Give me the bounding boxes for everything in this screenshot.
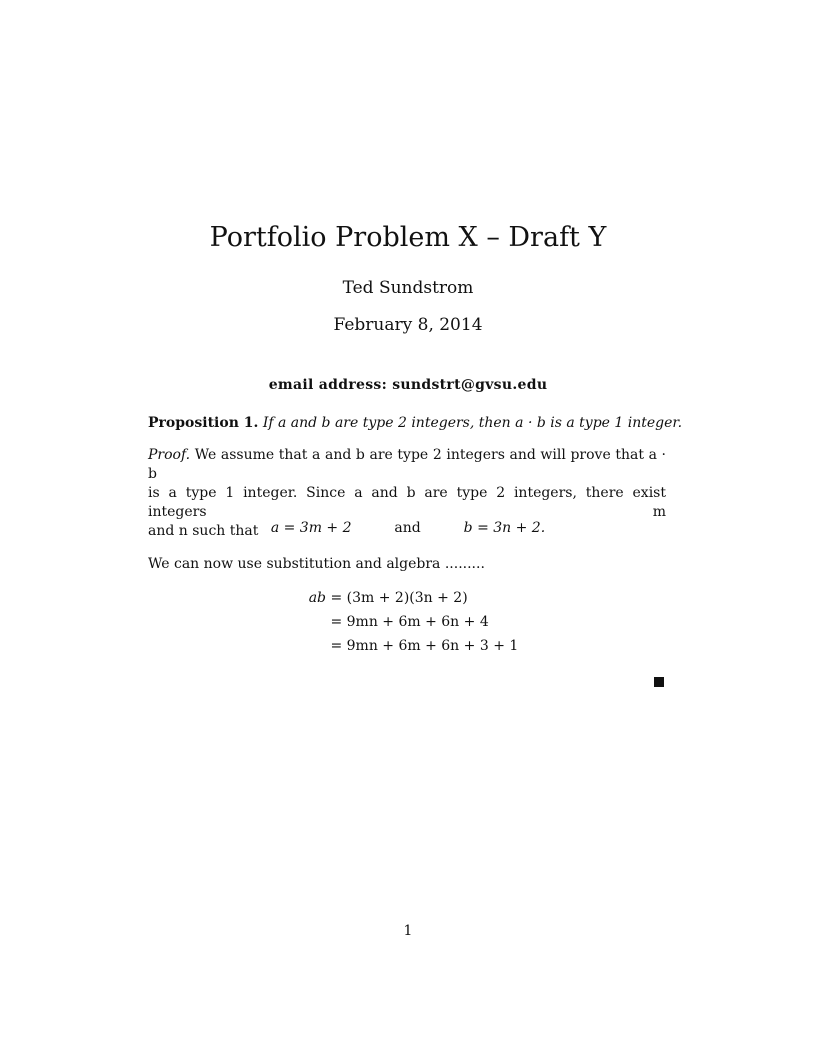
email-address: email address: sundstrt@gvsu.edu: [268, 377, 548, 393]
qed-square-icon: [654, 677, 664, 687]
aligned-lhs: ab: [308, 590, 326, 606]
proof-line-1: [148, 446, 666, 484]
proof-line-3: and n such that: [148, 523, 259, 539]
equation-right: b = 3n + 2.: [463, 520, 546, 536]
equation-left: a = 3m + 2: [270, 520, 352, 536]
page-number: 1: [403, 923, 413, 939]
aligned-rhs: = 9mn + 6m + 6n + 4: [330, 614, 489, 630]
proof-line-2: is a type 1 integer. Since a and b are type 2 integers, there exist integers m: [148, 485, 666, 520]
aligned-rhs: = 9mn + 6m + 6n + 3 + 1: [330, 638, 519, 654]
paper-title: Portfolio Problem X – Draft Y: [209, 222, 607, 253]
substitution-text: We can now use substitution and algebra .........: [148, 556, 485, 572]
proposition-statement: If a and b are type 2 integers, then a · b is a type 1 integer.: [262, 415, 683, 431]
proposition-label: Proposition 1.: [148, 415, 259, 431]
aligned-equation-row: [280, 614, 489, 630]
proof-text-1: We assume that a and b are type 2 integers and will prove that a · b: [148, 447, 666, 482]
display-equation: [0, 520, 816, 536]
author-name: Ted Sundstrom: [342, 278, 474, 298]
proposition: [148, 414, 683, 433]
aligned-rhs: = (3m + 2)(3n + 2): [330, 590, 468, 606]
aligned-equation-row: [280, 590, 468, 606]
proof-label: Proof.: [148, 447, 191, 463]
aligned-equation-row: [280, 638, 518, 654]
paper-date: February 8, 2014: [333, 315, 483, 335]
equation-connector: and: [394, 520, 421, 536]
